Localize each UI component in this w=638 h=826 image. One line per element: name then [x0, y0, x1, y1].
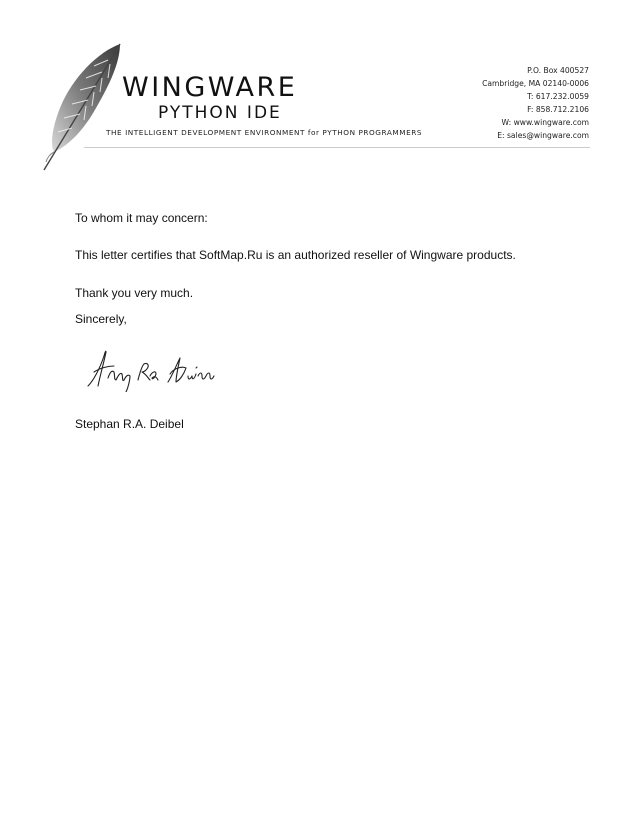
contact-block: [482, 64, 589, 142]
feather-logo-icon: [38, 42, 128, 174]
contact-web: W: www.wingware.com: [501, 118, 589, 127]
closing: Sincerely,: [75, 312, 127, 326]
contact-phone: T: 617.232.0059: [527, 92, 589, 101]
body-paragraph: This letter certifies that SoftMap.Ru is an authorized reseller of Wingware products.: [75, 248, 516, 262]
contact-email: E: sales@wingware.com: [497, 131, 589, 140]
brand-name: WINGWARE: [122, 72, 298, 103]
contact-fax: F: 858.712.2106: [527, 105, 589, 114]
letterhead-divider: [84, 147, 590, 148]
brand-subtitle: PYTHON IDE: [158, 103, 282, 123]
letterhead: [0, 0, 638, 180]
contact-po-box: P.O. Box 400527: [527, 66, 589, 75]
contact-city: Cambridge, MA 02140-0006: [482, 79, 589, 88]
thanks-line: Thank you very much.: [75, 286, 194, 300]
signature-name: Stephan R.A. Deibel: [75, 417, 184, 431]
brand-tagline: THE INTELLIGENT DEVELOPMENT ENVIRONMENT for PYTHON PROGRAMMERS: [106, 128, 423, 137]
handwritten-signature-icon: [84, 346, 216, 392]
salutation: To whom it may concern:: [75, 211, 208, 225]
